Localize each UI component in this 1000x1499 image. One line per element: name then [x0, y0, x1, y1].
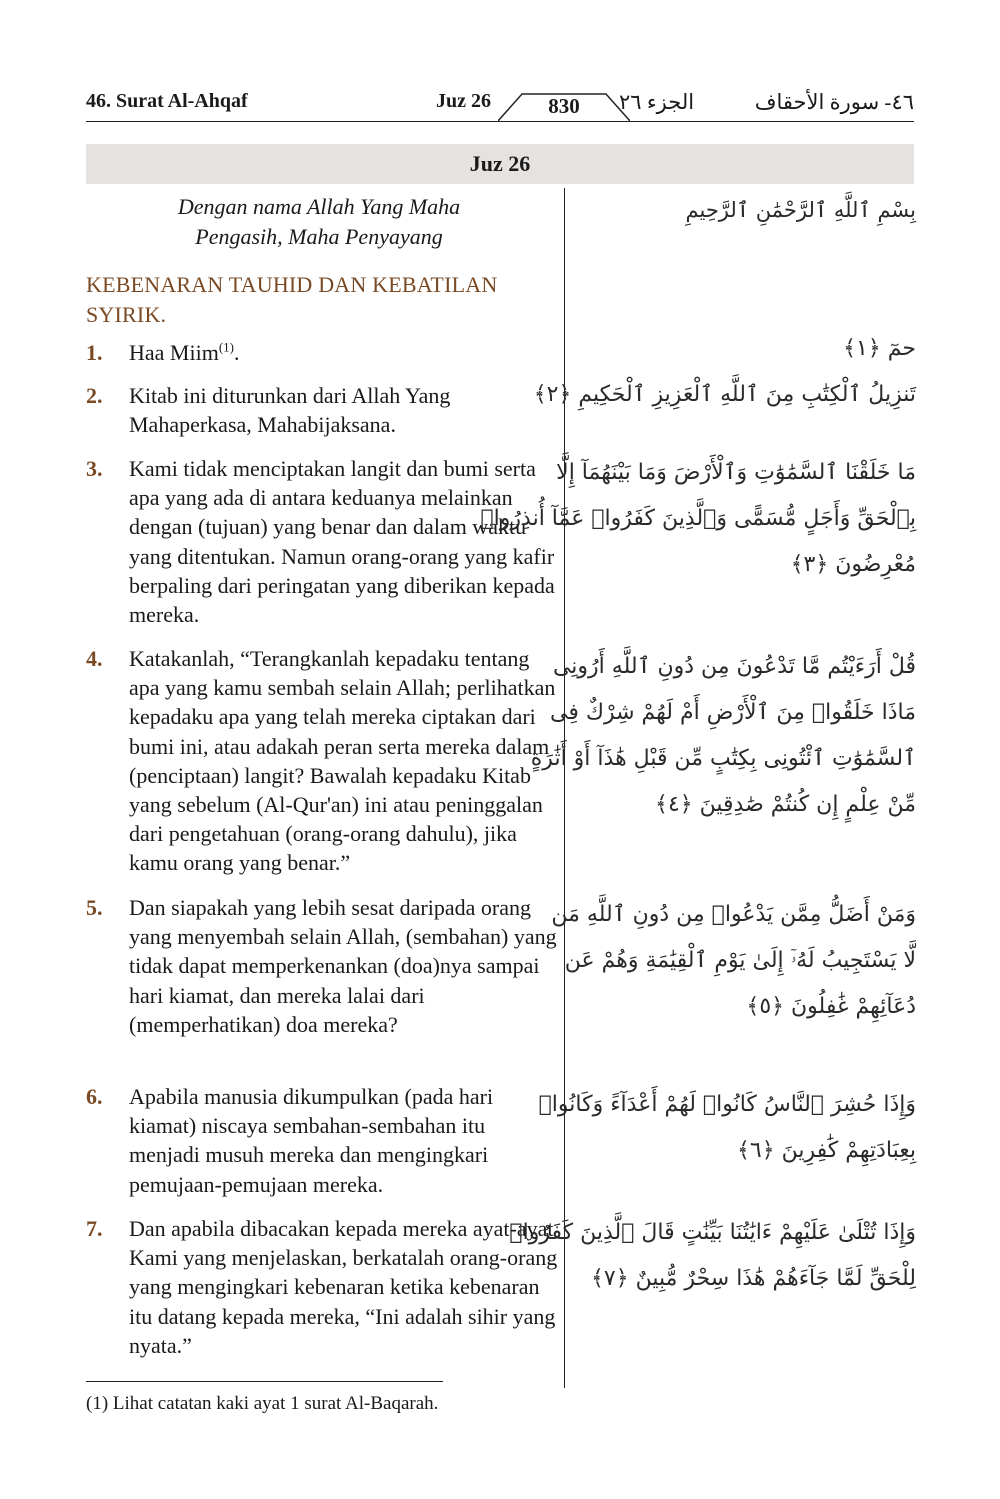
verse-text: Haa Miim$^{(1)}$.	[129, 339, 240, 365]
basmala-translation	[86, 192, 552, 252]
verse-number: 1.	[86, 340, 103, 365]
verse-1-arabic	[580, 336, 916, 361]
footnote-rule	[86, 1381, 443, 1382]
basmala-arabic: بِسْمِ ٱللَّهِ ٱلرَّحْمَٰنِ ٱلرَّحِيمِ	[685, 198, 916, 222]
arabic-line: ٱلسَّمَٰوَٰتِ ٱئْتُونِى بِكِتَٰبٍ مِّن قَبْلِ هَٰذَآ أَوْ أَثَٰرَةٍ	[530, 746, 916, 771]
arabic-line: بِٱلْحَقِّ وَأَجَلٍ مُّسَمًّى وَٱلَّذِينَ كَفَرُوا۟ عَمَّآ أُنذِرُوا۟	[480, 506, 916, 531]
verse-text: Kitab ini diturunkan dari Allah Yang Mahaperkasa, Mahabijaksana.	[129, 383, 451, 438]
verse-number: 4.	[86, 646, 103, 671]
verse-5-arabic	[551, 892, 916, 1030]
arabic-line: لَّا يَسْتَجِيبُ لَهُۥٓ إِلَىٰ يَوْمِ ٱلْقِيَٰمَةِ وَهُمْ عَن	[564, 948, 916, 973]
verse-6-arabic	[538, 1082, 916, 1174]
column-divider	[564, 188, 565, 1388]
juz-label-latin: Juz 26	[436, 90, 491, 112]
verse-7-arabic	[509, 1210, 916, 1302]
verse-number: 5.	[86, 895, 103, 920]
arabic-line: مِّنْ عِلْمٍ إِن كُنتُمْ صَٰدِقِينَ ﴿٤﴾	[655, 792, 916, 817]
arabic-line: مَاذَا خَلَقُوا۟ مِنَ ٱلْأَرْضِ أَمْ لَهُمْ شِرْكٌ فِى	[549, 700, 916, 725]
page-header	[86, 88, 914, 124]
verse-number: 6.	[86, 1084, 103, 1109]
section-title: KEBENARAN TAUHID DAN KEBATILAN SYIRIK.	[86, 272, 498, 327]
arabic-line: دُعَآئِهِمْ غَٰفِلُونَ ﴿٥﴾	[746, 994, 916, 1019]
verse-2-arabic	[533, 382, 916, 407]
verse-text: Katakanlah, “Terangkanlah kepadaku tentang apa yang kamu sembah selain Allah; perlihatkan kepadaku apa yang telah mereka ciptakan dari bumi ini, atau adakah peran serta mereka dalam (penciptaan) langit? Bawalah kepadaku Kitab yang sebelum (Al-Qur'an) ini atau peninggalan dari pengetahuan (orang-orang dahulu), jika kamu orang yang benar.”	[129, 646, 556, 876]
verse-1	[86, 338, 560, 367]
juz-banner: Juz 26	[86, 144, 914, 184]
arabic-line: مُعْرِضُونَ ﴿٣﴾	[790, 552, 916, 577]
arabic-line: قُلْ أَرَءَيْتُم مَّا تَدْعُونَ مِن دُونِ ٱللَّهِ أَرُونِى	[552, 654, 916, 679]
arabic-line: تَنزِيلُ ٱلْكِتَٰبِ مِنَ ٱللَّهِ ٱلْعَزِيزِ ٱلْحَكِيمِ ﴿٢﴾	[533, 382, 916, 407]
basmala-line-1: Dengan nama Allah Yang Maha	[177, 194, 461, 219]
arabic-line: مَا خَلَقْنَا ٱلسَّمَٰوَٰتِ وَٱلْأَرْضَ وَمَا بَيْنَهُمَآ إِلَّا	[556, 460, 916, 485]
verse-number: 3.	[86, 456, 103, 481]
verse-2	[86, 381, 560, 439]
page-number: 830	[548, 94, 580, 118]
verse-text: Kami tidak menciptakan langit dan bumi serta apa yang ada di antara keduanya melainkan dengan (tujuan) yang benar dan dalam waktu yang ditentukan. Namun orang-orang yang kafir berpaling dari peringatan yang diberikan kepada mereka.	[129, 456, 555, 628]
verse-6	[86, 1082, 560, 1199]
verse-4-arabic	[530, 644, 916, 828]
arabic-line: وَإِذَا تُتْلَىٰ عَلَيْهِمْ ءَايَٰتُنَا بَيِّنَٰتٍ قَالَ ٱلَّذِينَ كَفَرُوا۟	[509, 1220, 916, 1245]
basmala-line-2: Pengasih, Maha Penyayang	[195, 224, 443, 249]
arabic-line: لِلْحَقِّ لَمَّا جَآءَهُمْ هَٰذَا سِحْرٌ مُّبِينٌ ﴿٧﴾	[591, 1266, 916, 1291]
arabic-line: حمٓ ﴿١﴾	[843, 336, 916, 361]
footnote: (1) Lihat catatan kaki ayat 1 surat Al-Baqarah.	[86, 1393, 439, 1414]
surah-title-latin: 46. Surat Al-Ahqaf	[86, 90, 248, 112]
verse-4	[86, 644, 560, 878]
arabic-line: وَمَنْ أَضَلُّ مِمَّن يَدْعُوا۟ مِن دُونِ ٱللَّهِ مَن	[551, 902, 916, 927]
surah-title-arabic: ٤٦- سورة الأحقاف	[754, 90, 914, 114]
arabic-line: وَإِذَا حُشِرَ ٱلنَّاسُ كَانُوا۟ لَهُمْ أَعْدَآءً وَكَانُوا۟	[538, 1092, 916, 1117]
verse-text: Apabila manusia dikumpulkan (pada hari kiamat) niscaya sembahan-sembahan itu menjadi musuh mereka dan mengingkari pemujaan-pemujaan mereka.	[129, 1084, 494, 1197]
header-rule	[86, 121, 914, 122]
footnote-ref: (1)	[218, 339, 234, 355]
verse-number: 7.	[86, 1216, 103, 1241]
juz-label-arabic: الجزء ٢٦	[619, 90, 695, 114]
verse-7	[86, 1214, 560, 1360]
verse-5	[86, 893, 560, 1039]
verse-number: 2.	[86, 383, 103, 408]
verse-3-arabic	[480, 450, 916, 588]
arabic-line: بِعِبَادَتِهِمْ كَٰفِرِينَ ﴿٦﴾	[737, 1138, 916, 1163]
verse-text: Dan siapakah yang lebih sesat daripada orang yang menyembah selain Allah, (sembahan) yang tidak dapat memperkenankan (doa)nya sampai hari kiamat, dan mereka lalai dari (memperhatikan) doa mereka?	[129, 895, 557, 1037]
verse-text: Dan apabila dibacakan kepada mereka ayat-ayat Kami yang menjelaskan, berkatalah orang-orang yang mengingkari kebenaran ketika kebenaran itu datang kepada mereka, “Ini adalah sihir yang nyata.”	[129, 1216, 558, 1358]
